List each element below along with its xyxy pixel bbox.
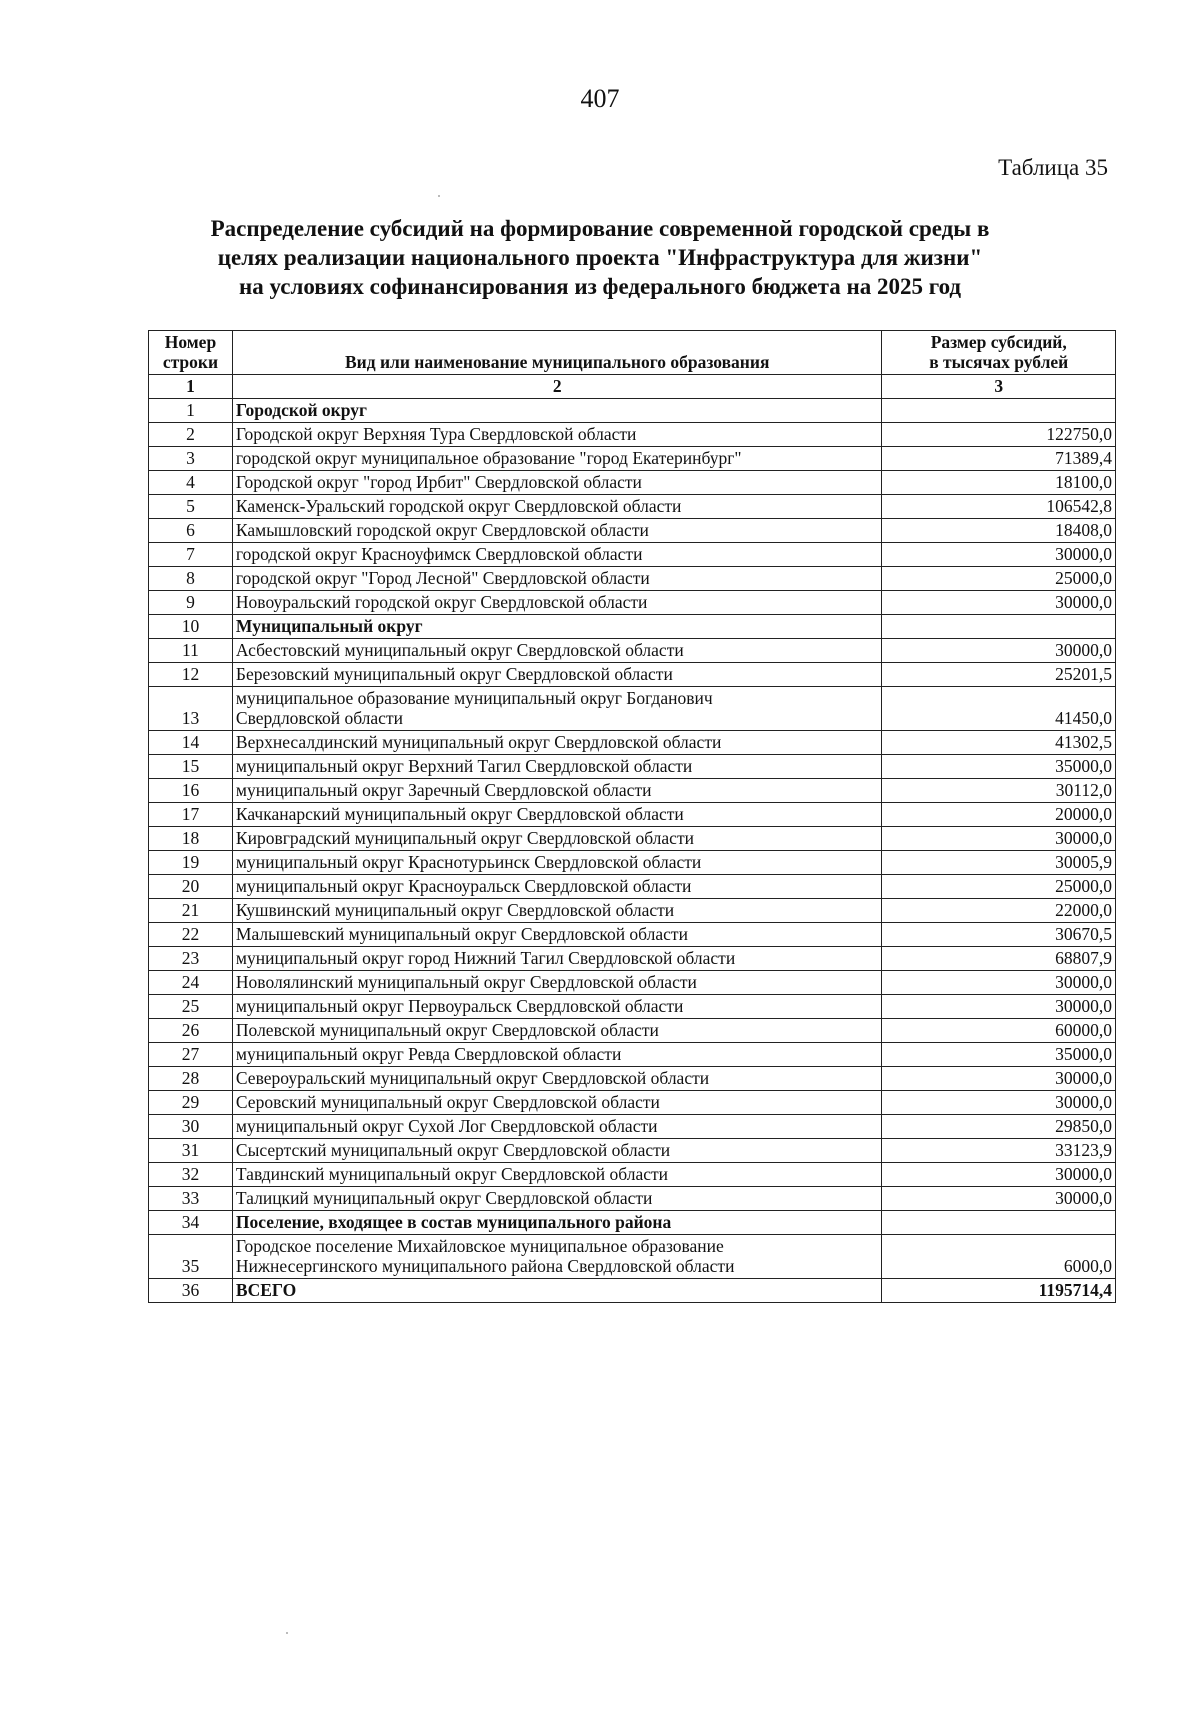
municipality-name-line: Тавдинский муниципальный округ Свердловской области [235,1164,669,1184]
table-row [149,663,1116,687]
row-number: 6 [149,519,233,543]
subsidy-amount: 30000,0 [882,591,1116,615]
section-row [149,399,1116,423]
subsidy-amount: 30005,9 [882,851,1116,875]
row-number: 20 [149,875,233,899]
municipality-name-line: Камышловский городской округ Свердловской области [235,520,649,540]
table-row [149,731,1116,755]
row-number: 27 [149,1043,233,1067]
row-number: 5 [149,495,233,519]
row-number: 31 [149,1139,233,1163]
municipality-name-line: Серовский муниципальный округ Свердловской области [235,1092,660,1112]
municipality-name [232,639,882,663]
table-row [149,447,1116,471]
table-row [149,755,1116,779]
subsidy-amount: 18100,0 [882,471,1116,495]
municipality-name [232,971,882,995]
table-row [149,779,1116,803]
municipality-name-line: Новоуральский городской округ Свердловской области [235,592,648,612]
column-number: 3 [882,375,1116,399]
municipality-name-line: муниципальный округ Краснотурьинск Свердловской области [235,852,702,872]
page-number: 407 [580,84,620,113]
municipality-name [232,923,882,947]
section-row [149,615,1116,639]
row-number: 13 [149,687,233,731]
municipality-name-line: муниципальный округ Заречный Свердловской области [235,780,652,800]
total-row [149,1279,1116,1303]
header-row-number-line: Номер [164,332,217,352]
municipality-name [232,687,882,731]
subsidy-amount: 29850,0 [882,1115,1116,1139]
municipality-name-line: муниципальное образование муниципальный округ Богданович [235,688,713,708]
row-number: 7 [149,543,233,567]
municipality-name [232,1187,882,1211]
document-title [100,214,1100,301]
table-row [149,543,1116,567]
municipality-name-line: Кушвинский муниципальный округ Свердловской области [235,900,675,920]
municipality-name [232,899,882,923]
subsidy-amount: 6000,0 [882,1235,1116,1279]
table-row [149,1163,1116,1187]
subsidy-amount: 25000,0 [882,567,1116,591]
municipality-name-line: муниципальный округ Первоуральск Свердловской области [235,996,684,1016]
municipality-name [232,495,882,519]
municipality-name-line: муниципальный округ Ревда Свердловской области [235,1044,622,1064]
subsidy-amount: 30112,0 [882,779,1116,803]
subsidy-amount [882,399,1116,423]
row-number: 9 [149,591,233,615]
subsidy-amount: 22000,0 [882,899,1116,923]
municipality-name [232,1019,882,1043]
municipality-name-line: Городской округ [235,400,367,420]
subsidy-amount [882,1211,1116,1235]
column-numbers-row [149,375,1116,399]
municipality-name-line: Городское поселение Михайловское муниципальное образование [235,1236,724,1256]
municipality-name [232,851,882,875]
row-number: 11 [149,639,233,663]
row-number: 22 [149,923,233,947]
row-number: 18 [149,827,233,851]
table-row [149,827,1116,851]
subsidy-amount: 30000,0 [882,1163,1116,1187]
municipality-name [232,1139,882,1163]
municipality-name-line: Сысертский муниципальный округ Свердловской области [235,1140,671,1160]
municipality-name [232,947,882,971]
row-number: 30 [149,1115,233,1139]
table-row [149,851,1116,875]
subsidy-amount: 30000,0 [882,1067,1116,1091]
municipality-name-line: Качканарский муниципальный округ Свердловской области [235,804,684,824]
municipality-name-line: Городской округ "город Ирбит" Свердловской области [235,472,642,492]
table-row [149,471,1116,495]
subsidy-amount: 35000,0 [882,755,1116,779]
row-number: 23 [149,947,233,971]
title-line: Распределение субсидий на формирование современной городской среды в [210,216,990,241]
municipality-name [232,423,882,447]
municipality-name [232,731,882,755]
row-number: 29 [149,1091,233,1115]
municipality-name [232,803,882,827]
row-number: 4 [149,471,233,495]
table-row [149,1019,1116,1043]
municipality-name-line: Городской округ Верхняя Тура Свердловской области [235,424,637,444]
municipality-name [232,399,882,423]
municipality-name-line: Каменск-Уральский городской округ Свердловской области [235,496,682,516]
municipality-name-line: Асбестовский муниципальный округ Свердловской области [235,640,684,660]
table-row [149,687,1116,731]
municipality-name-line: Малышевский муниципальный округ Свердловской области [235,924,688,944]
row-number: 34 [149,1211,233,1235]
municipality-name-line: Свердловской области [235,708,403,728]
header-row-number-line: строки [162,352,219,372]
row-number: 19 [149,851,233,875]
subsidy-amount: 30000,0 [882,971,1116,995]
row-number: 21 [149,899,233,923]
subsidy-amount: 106542,8 [882,495,1116,519]
municipality-name [232,755,882,779]
municipality-name-line: Верхнесалдинский муниципальный округ Свердловской области [235,732,722,752]
table-row [149,947,1116,971]
subsidy-amount: 25000,0 [882,875,1116,899]
row-number: 8 [149,567,233,591]
subsidy-amount: 1195714,4 [882,1279,1116,1303]
table-row [149,1235,1116,1279]
table-row [149,1043,1116,1067]
subsidy-table [148,330,1116,1303]
subsidy-amount: 41302,5 [882,731,1116,755]
table-body [149,399,1116,1303]
table-row [149,1115,1116,1139]
subsidy-amount: 33123,9 [882,1139,1116,1163]
row-number: 24 [149,971,233,995]
municipality-name-line: городской округ "Город Лесной" Свердловской области [235,568,650,588]
municipality-name-line: муниципальный округ Красноуральск Свердловской области [235,876,692,896]
row-number: 25 [149,995,233,1019]
table-row [149,567,1116,591]
municipality-name [232,615,882,639]
table-row [149,875,1116,899]
municipality-name-line: Североуральский муниципальный округ Свердловской области [235,1068,710,1088]
subsidy-amount: 41450,0 [882,687,1116,731]
row-number: 3 [149,447,233,471]
municipality-name-line: Талицкий муниципальный округ Свердловской области [235,1188,653,1208]
municipality-name [232,1211,882,1235]
subsidy-amount: 30000,0 [882,543,1116,567]
municipality-name-line: муниципальный округ Сухой Лог Свердловской области [235,1116,658,1136]
row-number: 35 [149,1235,233,1279]
subsidy-amount: 20000,0 [882,803,1116,827]
municipality-name-line: Кировградский муниципальный округ Свердловской области [235,828,694,848]
subsidy-amount: 30000,0 [882,827,1116,851]
table-row [149,639,1116,663]
subsidy-amount: 25201,5 [882,663,1116,687]
municipality-name-line: Муниципальный округ [235,616,423,636]
municipality-name [232,591,882,615]
municipality-name-line: городской округ Красноуфимск Свердловской области [235,544,643,564]
table-row [149,899,1116,923]
row-number: 33 [149,1187,233,1211]
subsidy-amount: 30000,0 [882,995,1116,1019]
table-row [149,591,1116,615]
table-row [149,1067,1116,1091]
subsidy-amount: 30000,0 [882,639,1116,663]
municipality-name [232,875,882,899]
municipality-name-line: городской округ муниципальное образование "город Екатеринбург" [235,448,742,468]
municipality-name-line: Новолялинский муниципальный округ Свердловской области [235,972,697,992]
table-row [149,995,1116,1019]
column-number: 1 [149,375,233,399]
scan-speck [438,195,440,197]
table-row [149,495,1116,519]
row-number: 15 [149,755,233,779]
row-number: 2 [149,423,233,447]
header-row [149,331,1116,375]
header-municipality: Вид или наименование муниципального образования [232,331,882,375]
municipality-name [232,779,882,803]
row-number: 28 [149,1067,233,1091]
header-amount-line: Размер субсидий, [930,332,1067,352]
municipality-name [232,1279,882,1303]
title-line: на условиях софинансирования из федерального бюджета на 2025 год [238,274,962,299]
municipality-name [232,1163,882,1187]
municipality-name-line: Поселение, входящее в состав муниципального района [235,1212,672,1232]
table-row [149,923,1116,947]
municipality-name [232,1091,882,1115]
table-row [149,803,1116,827]
subsidy-amount: 30000,0 [882,1091,1116,1115]
row-number: 12 [149,663,233,687]
municipality-name [232,827,882,851]
municipality-name [232,663,882,687]
row-number: 1 [149,399,233,423]
title-line: целях реализации национального проекта "Инфраструктура для жизни" [217,245,983,270]
row-number: 10 [149,615,233,639]
table-row [149,423,1116,447]
row-number: 17 [149,803,233,827]
municipality-name [232,519,882,543]
municipality-name-line: Нижнесергинского муниципального района Свердловской области [235,1256,735,1276]
municipality-name-line: Полевской муниципальный округ Свердловской области [235,1020,659,1040]
municipality-name-line: Березовский муниципальный округ Свердловской области [235,664,673,684]
subsidy-amount: 30670,5 [882,923,1116,947]
municipality-name [232,1043,882,1067]
row-number: 26 [149,1019,233,1043]
municipality-name [232,1235,882,1279]
table-row [149,1091,1116,1115]
municipality-name [232,1067,882,1091]
subsidy-amount: 30000,0 [882,1187,1116,1211]
header-row-number [149,331,233,375]
row-number: 14 [149,731,233,755]
subsidy-amount: 60000,0 [882,1019,1116,1043]
section-row [149,1211,1116,1235]
row-number: 32 [149,1163,233,1187]
municipality-name [232,543,882,567]
subsidy-amount: 71389,4 [882,447,1116,471]
municipality-name [232,567,882,591]
scan-speck [286,1632,288,1634]
row-number: 36 [149,1279,233,1303]
subsidy-amount: 18408,0 [882,519,1116,543]
table-row [149,519,1116,543]
subsidy-amount: 68807,9 [882,947,1116,971]
header-amount-line: в тысячах рублей [929,352,1069,372]
municipality-name [232,995,882,1019]
row-number: 16 [149,779,233,803]
municipality-name [232,1115,882,1139]
municipality-name [232,447,882,471]
header-amount [882,331,1116,375]
column-number: 2 [232,375,882,399]
subsidy-amount: 35000,0 [882,1043,1116,1067]
municipality-name-line: муниципальный округ город Нижний Тагил Свердловской области [235,948,736,968]
table-row [149,1139,1116,1163]
subsidy-amount [882,615,1116,639]
table-row [149,1187,1116,1211]
table-row [149,971,1116,995]
municipality-name [232,471,882,495]
table-label: Таблица 35 [998,155,1108,180]
subsidy-amount: 122750,0 [882,423,1116,447]
municipality-name-line: муниципальный округ Верхний Тагил Свердловской области [235,756,693,776]
municipality-name-line: ВСЕГО [235,1280,297,1300]
